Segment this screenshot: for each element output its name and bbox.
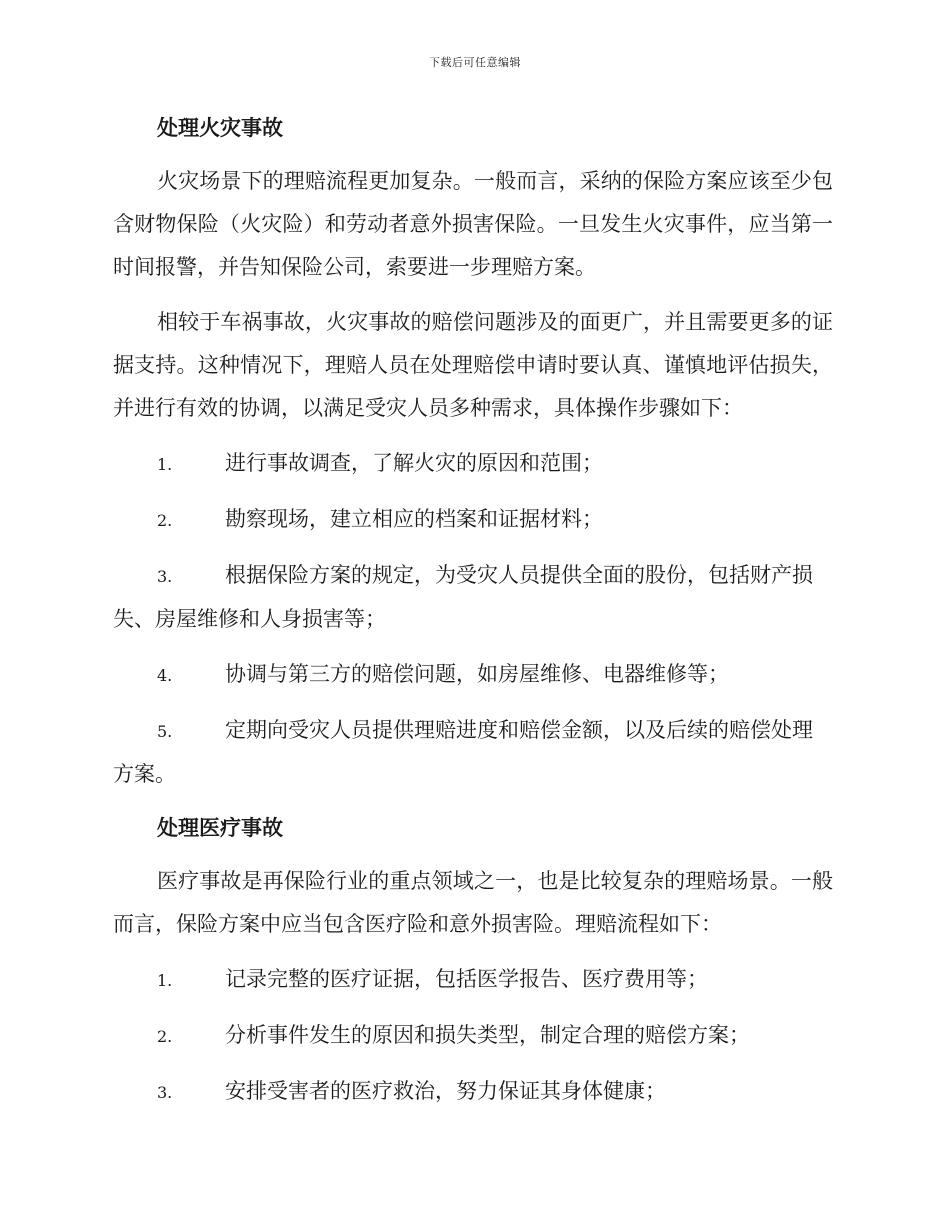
list-item <box>113 442 833 486</box>
page-header: 下载后可任意编辑 <box>429 56 521 69</box>
list-text: 根据保险方案的规定，为受灾人员提供全面的股份，包括财产损失、房屋维修和人身损害等； <box>113 563 813 631</box>
list-number: 1. <box>157 971 173 990</box>
list-text: 记录完整的医疗证据，包括医学报告、医疗费用等； <box>225 967 708 991</box>
section-heading-medical: 处理医疗事故 <box>157 815 283 840</box>
list-text: 分析事件发生的原因和损失类型，制定合理的赔偿方案； <box>225 1023 750 1047</box>
list-item <box>113 1014 833 1058</box>
list-item <box>113 709 833 796</box>
list-text: 勘察现场，建立相应的档案和证据材料； <box>225 507 603 531</box>
list-item <box>113 554 833 641</box>
list-item <box>113 653 833 697</box>
list-number: 2. <box>157 511 173 530</box>
list-text: 进行事故调查，了解火灾的原因和范围； <box>225 451 603 475</box>
section-heading-fire: 处理火灾事故 <box>157 115 283 140</box>
list-text: 安排受害者的医疗救治，努力保证其身体健康； <box>225 1079 666 1103</box>
list-number: 1. <box>157 455 173 474</box>
list-number: 3. <box>157 1083 173 1102</box>
list-text: 定期向受灾人员提供理赔进度和赔偿金额，以及后续的赔偿处理方案。 <box>113 718 813 786</box>
paragraph: 医疗事故是再保险行业的重点领域之一，也是比较复杂的理赔场景。一般而言，保险方案中应当包含医疗险和意外损害险。理赔流程如下： <box>113 869 833 936</box>
paragraph: 火灾场景下的理赔流程更加复杂。一般而言，采纳的保险方案应该至少包含财物保险（火灾险）和劳动者意外损害保险。一旦发生火灾事件，应当第一时间报警，并告知保险公司，索要进一步理赔方案。 <box>113 169 833 279</box>
list-number: 3. <box>157 567 173 586</box>
list-number: 5. <box>157 722 173 741</box>
document-body <box>113 108 833 1114</box>
list-text: 协调与第三方的赔偿问题，如房屋维修、电器维修等； <box>225 662 729 686</box>
list-item <box>113 1070 833 1114</box>
list-item <box>113 498 833 542</box>
paragraph: 相较于车祸事故，火灾事故的赔偿问题涉及的面更广，并且需要更多的证据支持。这种情况下，理赔人员在处理赔偿申请时要认真、谨慎地评估损失，并进行有效的协调，以满足受灾人员多种需求，具体操作步骤如下： <box>113 310 833 420</box>
list-number: 2. <box>157 1027 173 1046</box>
list-item <box>113 958 833 1002</box>
list-number: 4. <box>157 666 173 685</box>
